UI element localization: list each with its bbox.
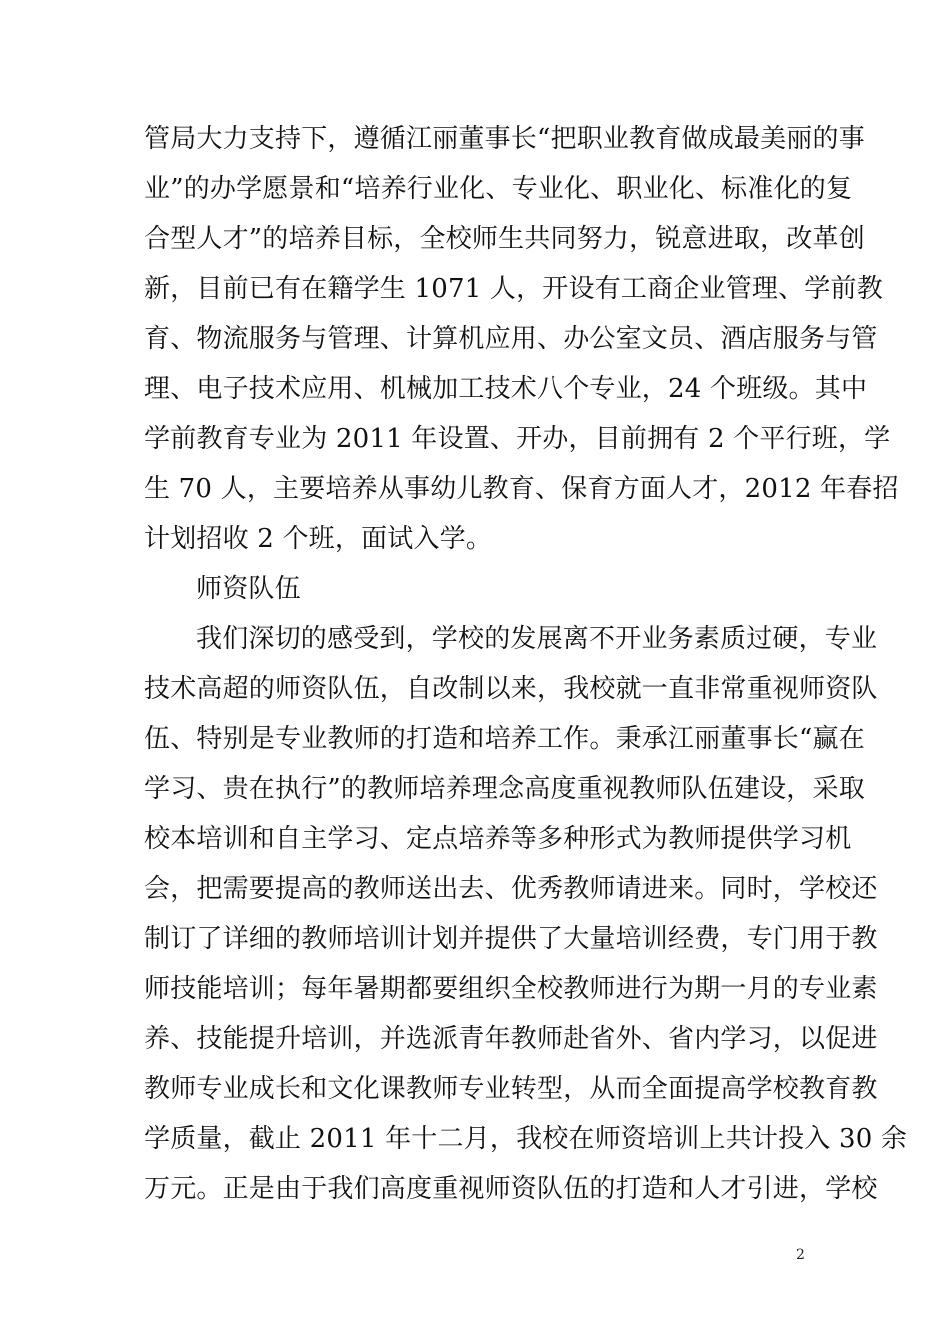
text-line: 生 70 人，主要培养从事幼儿教育、保育方面人才，2012 年春招 — [144, 474, 899, 504]
text-line: 会，把需要提高的教师送出去、优秀教师请进来。同时，学校还 — [144, 874, 878, 904]
text-line: 学质量，截止 2011 年十二月，我校在师资培训上共计投入 30 余 — [144, 1124, 908, 1154]
text-line: 业”的办学愿景和“培养行业化、专业化、职业化、标准化的复 — [144, 174, 853, 204]
text-line: 伍、特别是专业教师的打造和培养工作。秉承江丽董事长“赢在 — [144, 724, 865, 754]
body-text — [144, 114, 908, 1214]
text-line: 教师专业成长和文化课教师专业转型，从而全面提高学校教育教 — [144, 1074, 878, 1104]
text-line: 理、电子技术应用、机械加工技术八个专业，24 个班级。其中 — [144, 374, 868, 404]
text-line: 万元。正是由于我们高度重视师资队伍的打造和人才引进，学校 — [144, 1174, 878, 1204]
text-line: 学习、贵在执行”的教师培养理念高度重视教师队伍建设，采取 — [144, 774, 865, 804]
section-heading: 师资队伍 — [196, 574, 301, 604]
text-line: 师技能培训；每年暑期都要组织全校教师进行为期一月的专业素 — [144, 974, 878, 1004]
text-line: 养、技能提升培训，并选派青年教师赴省外、省内学习，以促进 — [144, 1024, 878, 1054]
text-line: 学前教育专业为 2011 年设置、开办，目前拥有 2 个平行班，学 — [144, 424, 891, 454]
text-line: 新，目前已有在籍学生 1071 人，开设有工商企业管理、学前教 — [144, 274, 883, 304]
page-number: 2 — [796, 1247, 805, 1263]
text-line: 校本培训和自主学习、定点培养等多种形式为教师提供学习机 — [144, 824, 852, 854]
text-line: 技术高超的师资队伍，自改制以来，我校就一直非常重视师资队 — [144, 674, 878, 704]
text-line: 管局大力支持下，遵循江丽董事长“把职业教育做成最美丽的事 — [144, 124, 865, 154]
text-line: 合型人才”的培养目标，全校师生共同努力，锐意进取，改革创 — [144, 224, 865, 254]
text-line: 计划招收 2 个班，面试入学。 — [144, 524, 493, 554]
text-line: 制订了详细的教师培训计划并提供了大量培训经费，专门用于教 — [144, 924, 878, 954]
text-line: 育、物流服务与管理、计算机应用、办公室文员、酒店服务与管 — [144, 324, 878, 354]
paragraph-first-line: 我们深切的感受到，学校的发展离不开业务素质过硬，专业 — [196, 624, 878, 654]
